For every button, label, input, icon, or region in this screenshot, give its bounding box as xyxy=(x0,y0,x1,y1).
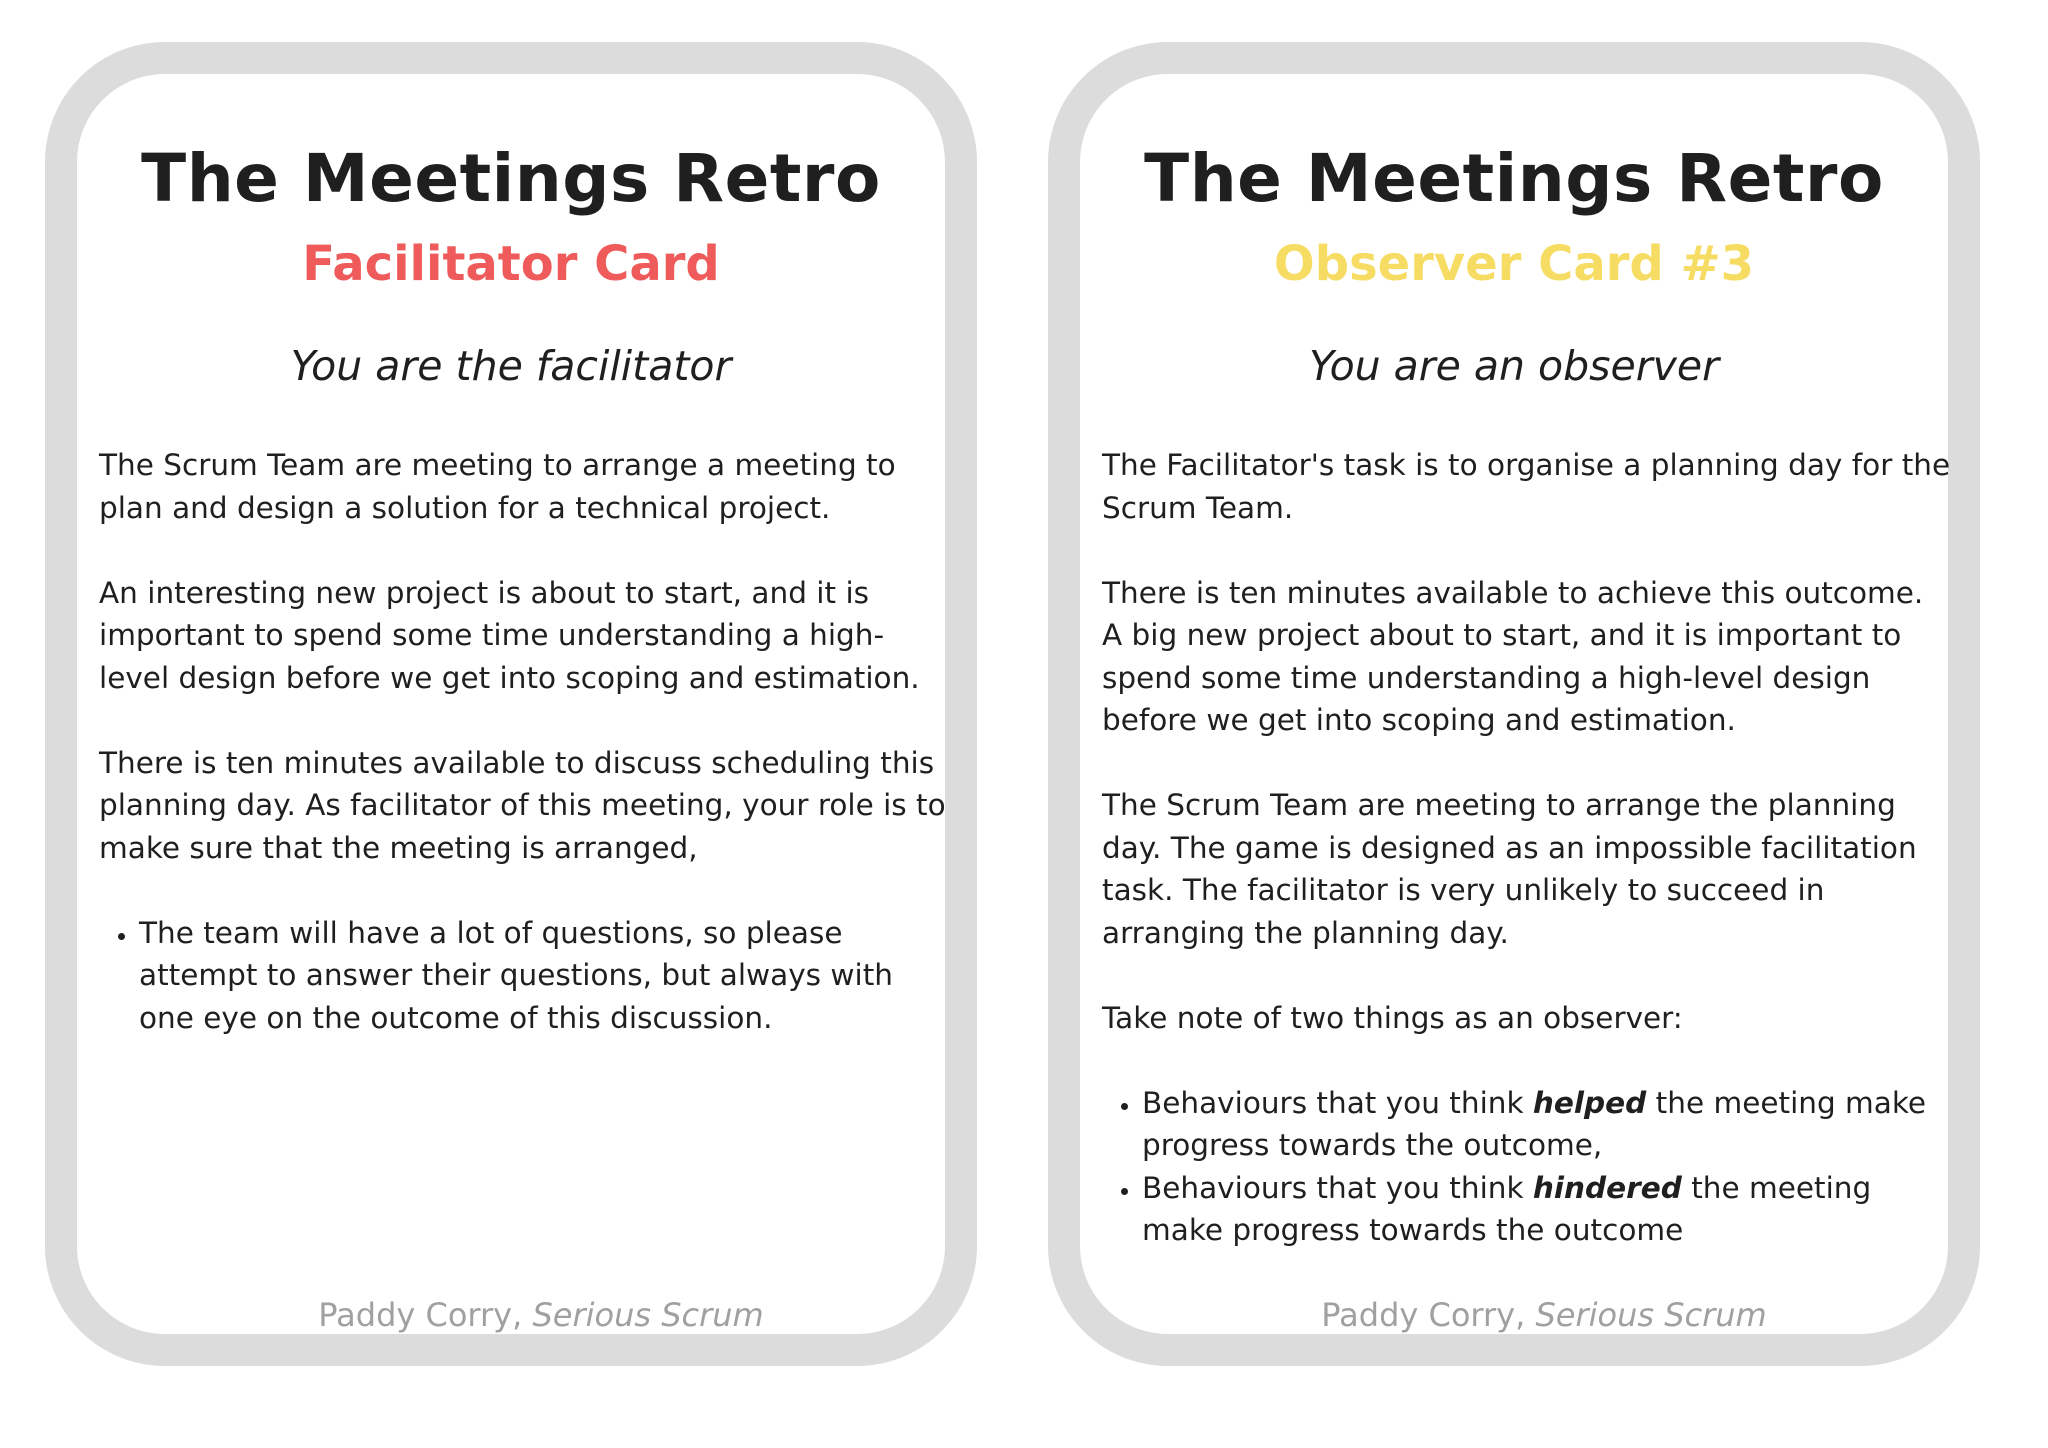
card-footer xyxy=(1080,1296,1948,1334)
card-bullet-list xyxy=(1102,1082,1952,1252)
card-paragraph: The Facilitator's task is to organise a planning day for the Scrum Team. xyxy=(1102,448,1951,525)
card-title: The Meetings Retro xyxy=(141,140,881,217)
card-body xyxy=(99,444,949,1039)
footer-author: Paddy Corry, xyxy=(318,1296,533,1334)
card-paragraph: Take note of two things as an observer: xyxy=(1102,1000,1683,1035)
footer-author: Paddy Corry, xyxy=(1321,1296,1536,1334)
card-subtitle: Observer Card #3 xyxy=(1273,236,1755,292)
card-title: The Meetings Retro xyxy=(1144,140,1884,217)
card-paragraph: The Scrum Team are meeting to arrange a meeting to plan and design a solution for a technical project. xyxy=(99,448,896,525)
card-bullet-list xyxy=(99,912,949,1040)
card-body xyxy=(1102,444,1952,1252)
bullet-text: the meeting make progress towards the outcome xyxy=(1142,1170,1872,1247)
bullet-text: Behaviours that you think xyxy=(1142,1170,1533,1205)
card-paragraph: There is ten minutes available to discuss scheduling this planning day. As facilitator of this meeting, your role is to make sure that the meeting is arranged, xyxy=(99,745,946,865)
observer-card xyxy=(1048,42,1980,1366)
bullet-emphasis: helped xyxy=(1532,1085,1647,1120)
card-footer xyxy=(77,1296,945,1334)
card-bullet xyxy=(1142,1082,1952,1167)
card-role: You are the facilitator xyxy=(290,342,732,390)
card-paragraph: There is ten minutes available to achieve this outcome. A big new project about to start, and it is important to spend some time understanding a high-level design before we get into scoping and estimation. xyxy=(1102,575,1924,737)
footer-org: Serious Scrum xyxy=(1535,1296,1767,1334)
card-bullet xyxy=(1142,1167,1952,1252)
card-bullet: • The team will have a lot of questions, so please attempt to answer their questions, but always with one eye on the outcome of this discussion. xyxy=(139,912,949,1040)
card-paragraph: The Scrum Team are meeting to arrange the planning day. The game is designed as an impossible facilitation task. The facilitator is very unlikely to succeed in arranging the planning day. xyxy=(1102,788,1917,950)
footer-org: Serious Scrum xyxy=(532,1296,764,1334)
bullet-text: Behaviours that you think xyxy=(1142,1085,1533,1120)
card-role: You are an observer xyxy=(1309,342,1719,390)
bullet-text: the meeting make progress towards the outcome, xyxy=(1142,1085,1927,1162)
facilitator-card xyxy=(45,42,977,1366)
card-subtitle: Facilitator Card xyxy=(302,236,720,292)
bullet-emphasis: hindered xyxy=(1532,1170,1682,1205)
card-paragraph: An interesting new project is about to start, and it is important to spend some time understanding a high-level design before we get into scoping and estimation. xyxy=(99,575,920,695)
